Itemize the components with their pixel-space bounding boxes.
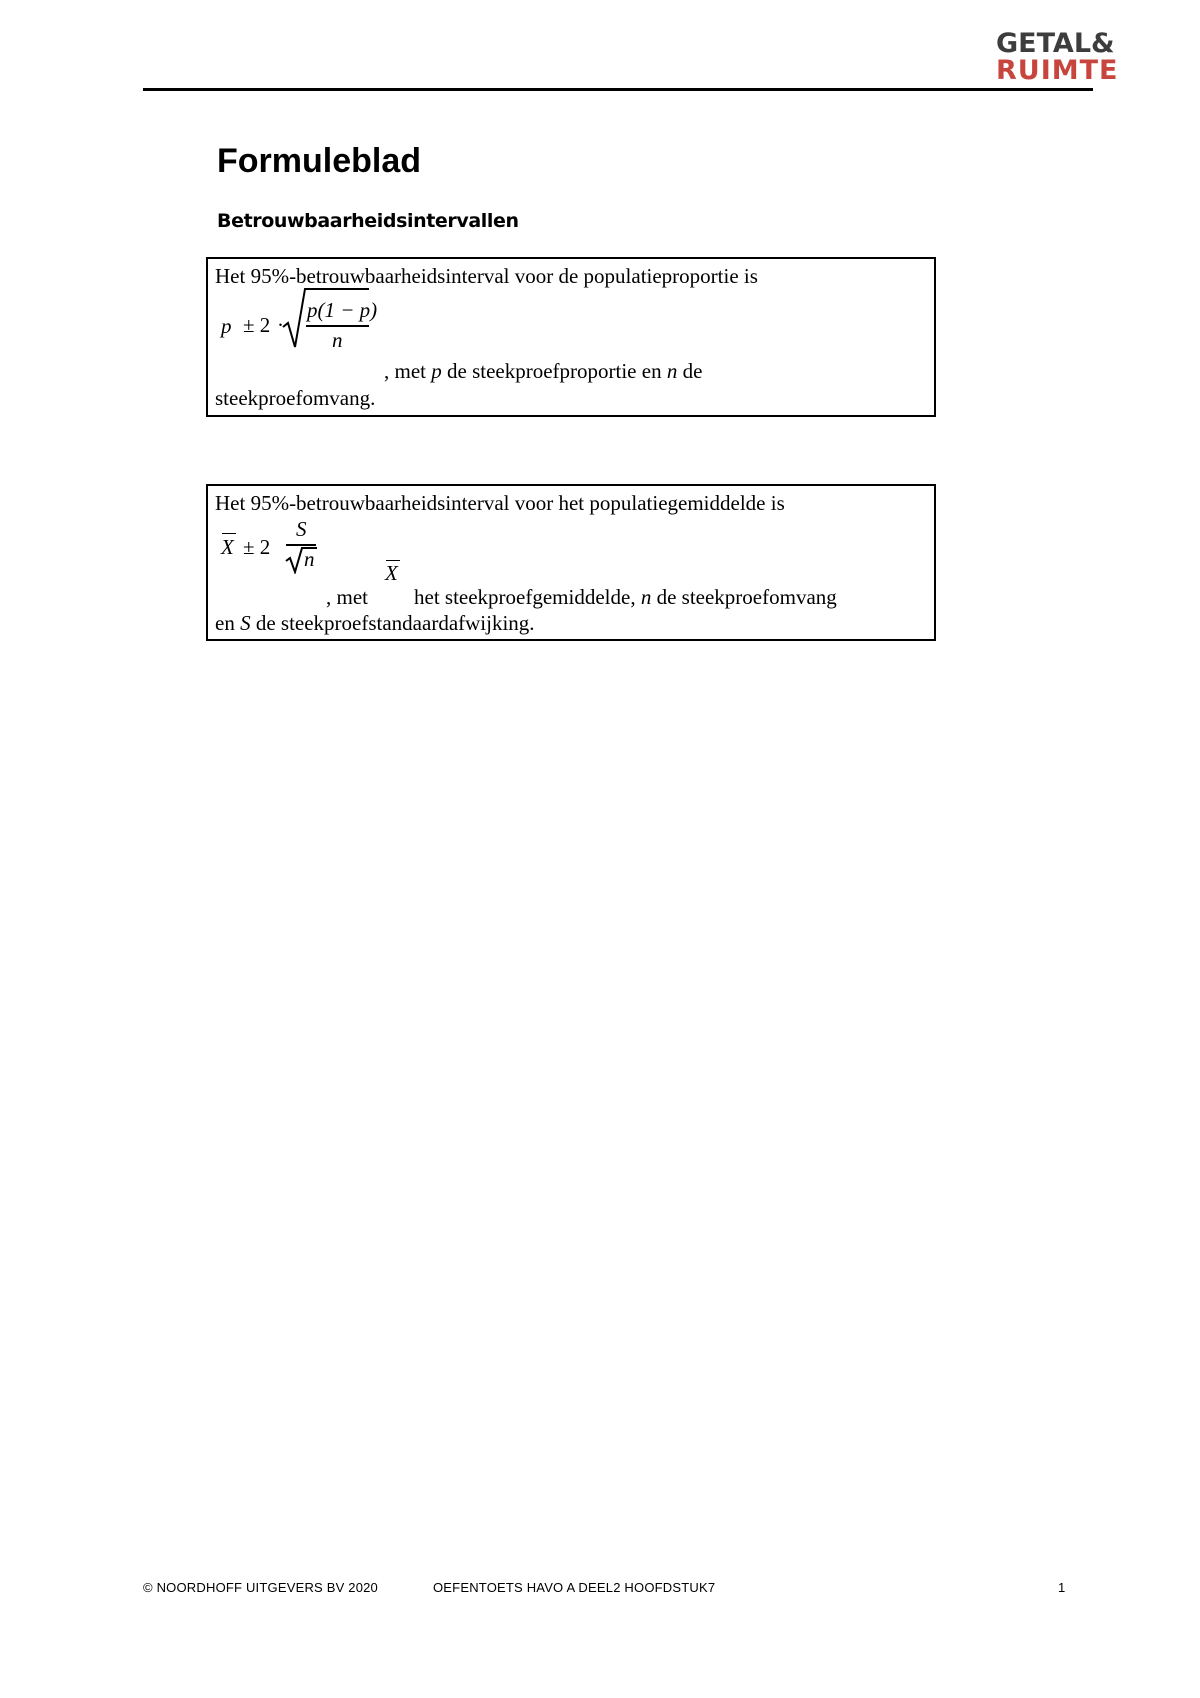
- proportion-description: , met p de steekproefproportie en n de: [384, 359, 703, 383]
- x-bar-label: X: [385, 561, 398, 585]
- proportion-description-end: steekproefomvang.: [215, 386, 376, 410]
- page-title: Formuleblad: [217, 142, 422, 180]
- formula-plus-minus-two: ± 2: [243, 313, 271, 337]
- mean-intro: Het 95%-betrouwbaarheidsinterval voor het populatiegemiddelde is: [215, 491, 785, 515]
- formula-numerator-s: S: [296, 517, 307, 541]
- x-bar-overline: [222, 533, 236, 534]
- formula-denominator-n: n: [304, 547, 315, 571]
- mean-description: het steekproefgemiddelde, n de steekproefomvang: [414, 585, 837, 609]
- footer-page-number: 1: [1058, 1580, 1066, 1595]
- logo-line-1: GETAL&: [996, 28, 1115, 59]
- logo-line-2: RUIMTE: [996, 55, 1119, 86]
- formula-numerator: p(1 − p): [307, 298, 378, 322]
- mean-description-a: , met: [326, 585, 368, 609]
- mean-interval-box: [206, 484, 936, 641]
- proportion-interval-box: [206, 257, 936, 417]
- fraction-bar: [306, 325, 369, 327]
- formula-p: p: [221, 314, 232, 338]
- getal-ruimte-logo: [996, 30, 1119, 84]
- footer-copyright: © NOORDHOFF UITGEVERS BV 2020: [143, 1580, 378, 1595]
- formula-denominator: n: [332, 328, 343, 352]
- mean-description-end: en S de steekproefstandaardafwijking.: [215, 611, 535, 635]
- formula-plus-minus-two: ± 2: [243, 535, 271, 559]
- footer-document-title: OEFENTOETS HAVO A DEEL2 HOOFDSTUK7: [433, 1580, 716, 1595]
- proportion-intro: Het 95%-betrouwbaarheidsinterval voor de populatieproportie is: [215, 264, 758, 288]
- header-rule: [143, 88, 1093, 91]
- section-heading: Betrouwbaarheidsintervallen: [217, 210, 519, 232]
- formula-dot: ·: [277, 313, 284, 337]
- formula-x-bar: X: [221, 535, 234, 559]
